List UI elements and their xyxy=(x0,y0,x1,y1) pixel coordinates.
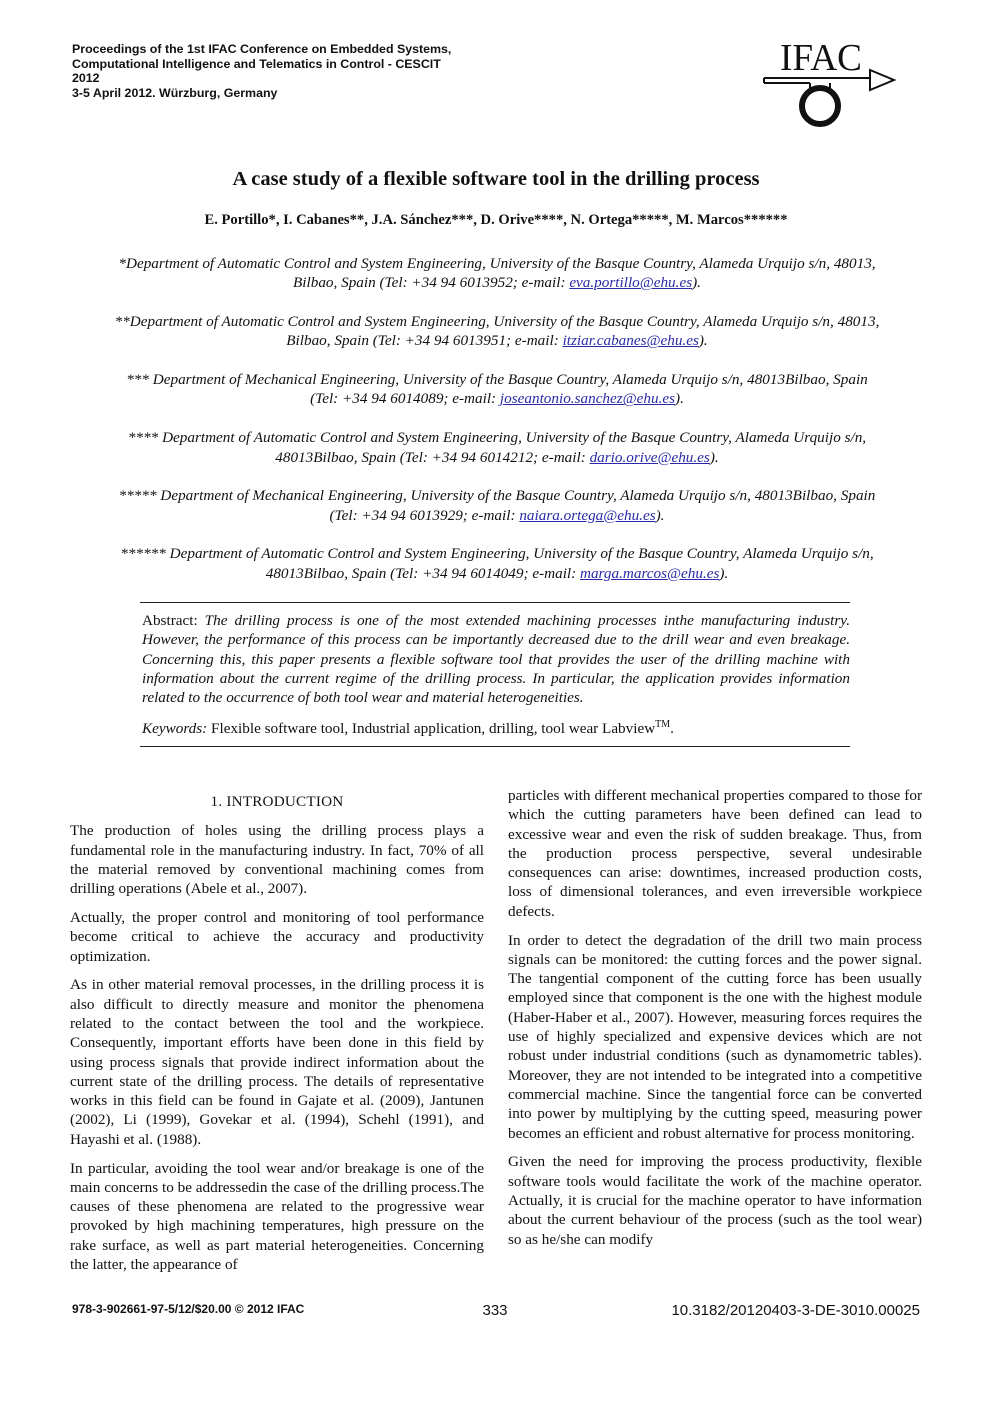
affiliation-4 xyxy=(72,428,922,467)
paragraph: In order to detect the degradation of the drill two main process signals can be monitored: the cutting forces and the power signal. The tangential component of the cutting force has been usually employed since that component is the one with the highest module (Haber-Haber et al., 2007). However, measuring forces requires the use of highly specialized and expensive devices which are not robust under industrial conditions (such as dynamometric tables). Moreover, they are not intended to be integrated into a competitive commercial machine. Since the tangential force can be converted into power by multiplying by the cutting speed, measuring power becomes an efficient and robust alternative for process monitoring. xyxy=(508,931,922,1142)
affiliations xyxy=(72,254,922,603)
affiliation-line: 48013Bilbao, Spain (Tel: +34 94 6014212; e-mail: dario.orive@ehu.es). xyxy=(275,448,719,466)
trademark-sup: TM xyxy=(655,719,671,731)
affiliation-line: *** Department of Mechanical Engineering, University of the Basque Country, Alameda Urquijo s/n, 48013Bilbao, Spain xyxy=(126,371,868,389)
affiliation-line: **Department of Automatic Control and System Engineering, University of the Basque Country, Alameda Urquijo s/n, 48013, xyxy=(114,313,880,331)
abstract-box xyxy=(140,602,850,747)
affiliation-line: **** Department of Automatic Control and System Engineering, University of the Basque Country, Alameda Urquijo s/n, xyxy=(127,429,867,447)
proceedings-line: Proceedings of the 1st IFAC Conference on Embedded Systems, xyxy=(72,42,452,56)
email-link[interactable]: joseantonio.sanchez@ehu.es xyxy=(499,390,676,408)
footer-doi: 10.3182/20120403-3-DE-3010.00025 xyxy=(671,1302,920,1319)
paragraph: As in other material removal processes, in the drilling process it is also difficult to directly measure and monitor the phenomena related to the contact between the tool and the workpiece. Consequently, important efforts have been done in this field by using process signals that provide indirect information about the current state of the drilling process. The details of representative works in this field can be found in Gajate et al. (2009), Jantunen (2002), Li (1999), Govekar et al. (1994), Schehl (1991), and Hayashi et al. (1988). xyxy=(70,976,484,1148)
proceedings-line: 3-5 April 2012. Würzburg, Germany xyxy=(72,85,278,100)
section-heading: 1. INTRODUCTION xyxy=(210,793,344,810)
affiliation-1 xyxy=(72,254,922,293)
affiliation-6 xyxy=(72,544,922,583)
affiliation-3 xyxy=(72,370,922,409)
paragraph: Actually, the proper control and monitoring of tool performance become critical to achieve the accuracy and productivity optimization. xyxy=(70,908,484,965)
affiliation-line: Bilbao, Spain (Tel: +34 94 6013951; e-mail: itziar.cabanes@ehu.es). xyxy=(286,332,708,350)
email-link[interactable]: naiara.ortega@ehu.es xyxy=(519,506,656,524)
email-link[interactable]: itziar.cabanes@ehu.es xyxy=(562,332,699,350)
page-number: 333 xyxy=(482,1302,508,1319)
email-link[interactable]: dario.orive@ehu.es xyxy=(589,448,710,466)
footer-isbn: 978-3-902661-97-5/12/$20.00 © 2012 IFAC xyxy=(72,1302,305,1316)
affiliation-line: Bilbao, Spain (Tel: +34 94 6013952; e-mail: eva.portillo@ehu.es). xyxy=(293,274,701,292)
keywords-text: Flexible software tool, Industrial application, drilling, tool wear Labview xyxy=(207,720,656,738)
affiliation-2 xyxy=(72,312,922,351)
paragraph: particles with different mechanical properties compared to those for which the cutting parameters have been defined can lead to excessive wear and even the risk of sudden breakage. Thus, from the production process perspective, several undesirable consequences can arise: downtimes, increased production costs, loss of dimensional tolerances, and even irreversible workpiece defects. xyxy=(508,787,922,920)
affiliation-line: *Department of Automatic Control and System Engineering, University of the Basque Country, Alameda Urquijo s/n, 48013, xyxy=(118,255,876,272)
email-link[interactable]: marga.marcos@ehu.es xyxy=(580,564,720,582)
paragraph: Given the need for improving the process productivity, flexible software tools would facilitate the work of the machine operator. Actually, it is crucial for the machine operator to have information about the current behaviour of the process (such as the tool wear) so as he/she can modify xyxy=(508,1153,922,1248)
paragraph: The production of holes using the drilling process plays a fundamental role in the manufacturing industry. In fact, 70% of all the material removed by conventional machining comes from drilling operations (Abele et al., 2007). xyxy=(70,822,484,898)
keywords: Keywords: Flexible software tool, Industrial application, drilling, tool wear Labview™. xyxy=(142,719,674,738)
ifac-logo xyxy=(758,36,898,132)
affiliation-line: ***** Department of Mechanical Engineering, University of the Basque Country, Alameda Urquijo s/n, 48013Bilbao, Spain xyxy=(118,487,876,505)
keywords-label: Keywords: xyxy=(142,720,208,738)
proceedings-header xyxy=(72,42,542,100)
paper-title: A case study of a flexible software tool in the drilling process xyxy=(232,168,760,190)
affiliation-line: ****** Department of Automatic Control and System Engineering, University of the Basque Country, Alameda Urquijo s/n, xyxy=(120,545,874,563)
proceedings-line: 2012 xyxy=(72,71,100,86)
ifac-logo-text: IFAC xyxy=(780,37,862,79)
affiliation-line: (Tel: +34 94 6013929; e-mail: naiara.ortega@ehu.es). xyxy=(329,506,665,524)
author-list: E. Portillo*, I. Cabanes**, J.A. Sánchez***, D. Orive****, N. Ortega*****, M. Marcos****** xyxy=(204,212,788,228)
email-link[interactable]: eva.portillo@ehu.es xyxy=(569,274,693,292)
proceedings-line: Computational Intelligence and Telematics in Control - CESCIT xyxy=(72,56,441,71)
abstract-body: The drilling process is one of the most extended machining processes inthe manufacturing industry. However, the performance of this process can be importantly decreased due to the drill wear and even breakage. Concerning this, this paper presents a flexible software tool that provides the user of the drilling machine with information about the current regime of the drilling process. In particular, the application provides information related to the occurrence of both tool wear and material heterogeneities. xyxy=(142,612,851,707)
paragraph: In particular, avoiding the tool wear and/or breakage is one of the main concerns to be addressedin the case of the drilling process.The causes of these phenomena are related to the progressive wear provoked by high machining temperatures, high pressure on the rake surface, as well as part material heterogeneities. Concerning the latter, the appearance of xyxy=(70,1159,484,1274)
right-column xyxy=(508,786,922,1258)
affiliation-5 xyxy=(72,486,922,525)
affiliation-line: 48013Bilbao, Spain (Tel: +34 94 6014049; e-mail: marga.marcos@ehu.es). xyxy=(265,564,729,582)
affiliation-line: (Tel: +34 94 6014089; e-mail: joseantonio.sanchez@ehu.es). xyxy=(310,390,684,408)
abstract xyxy=(142,611,850,707)
abstract-label: Abstract: xyxy=(142,612,205,629)
left-column xyxy=(70,786,484,1284)
